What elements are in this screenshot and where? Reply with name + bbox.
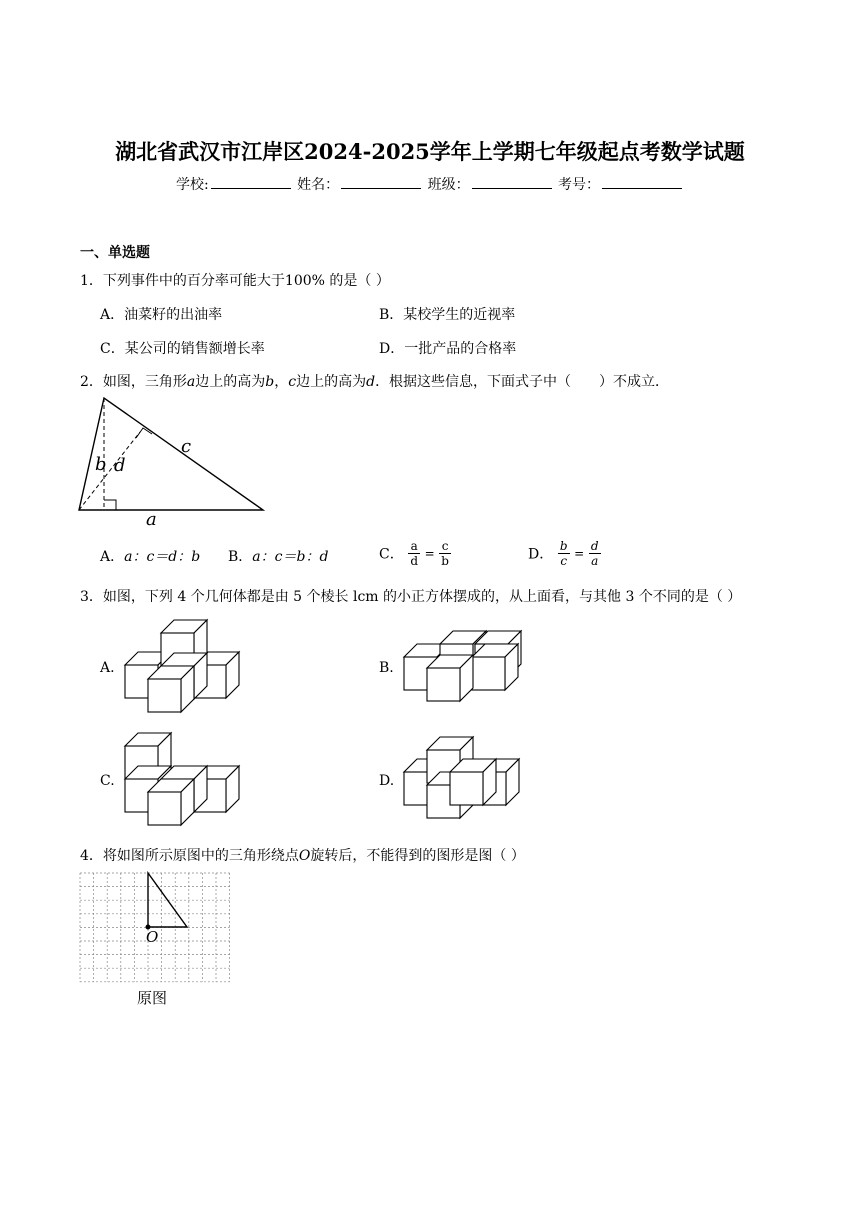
q3-option-b[interactable]: B. (379, 660, 394, 676)
q3-option-c[interactable]: C. (100, 773, 115, 789)
q2-label-d: d (114, 455, 126, 476)
q2-label-b: b (95, 454, 107, 475)
q2-option-d[interactable]: D． $\frac{b}{c}$ = $\frac{d}{a}$ (528, 539, 601, 568)
q4-label-o: O (146, 928, 159, 946)
q3-stem: 3．如图，下列 4 个几何体都是由 5 个棱长 lcm 的小正方体摆成的，从上面看，与其他 3 个不同的是（ ） (80, 589, 742, 605)
class-label: 班级： (427, 177, 470, 193)
q2-option-a[interactable]: A．a：c＝d：b (100, 549, 201, 565)
q4-caption: 原图 (137, 989, 168, 1007)
page-title: 湖北省武汉市江岸区2024-2025学年上学期七年级起点考数学试题 (115, 139, 745, 164)
q2-option-b[interactable]: B．a：c＝b：d (228, 549, 329, 565)
q3-option-d[interactable]: D. (379, 773, 395, 789)
q1-option-a[interactable]: A．油菜籽的出油率 (100, 307, 223, 323)
number-label: 考号： (558, 177, 601, 193)
q2-label-c: c (181, 436, 192, 457)
q2-d-left-fraction: $\frac{b}{c}$ (558, 539, 570, 568)
q2-c-left-fraction: $\frac{a}{d}$ (408, 539, 420, 568)
q4-stem: 4．将如图所示原图中的三角形绕点O旋转后，不能得到的图形是图（ ） (80, 848, 525, 864)
q2-d-right-fraction: $\frac{d}{a}$ (589, 539, 601, 568)
q2-option-c[interactable]: C． $\frac{a}{d}$ = $\frac{c}{b}$ (379, 539, 451, 568)
section-heading: 一、单选题 (80, 245, 150, 261)
q1-option-c[interactable]: C．某公司的销售额增长率 (100, 341, 265, 357)
name-label: 姓名： (297, 177, 340, 193)
q2-label-a: a (146, 509, 157, 530)
q1-stem: 1．下列事件中的百分率可能大于100% 的是（ ） (80, 273, 390, 289)
q2-stem: 2．如图，三角形a边上的高为b，c边上的高为d．根据这些信息，下面式子中（ ）不成立． (80, 374, 670, 390)
q3-option-a[interactable]: A. (100, 660, 115, 676)
school-label: 学校: (175, 177, 209, 193)
q2-c-right-fraction: $\frac{c}{b}$ (439, 539, 451, 568)
q1-option-d[interactable]: D．一批产品的合格率 (379, 341, 517, 357)
q1-option-b[interactable]: B．某校学生的近视率 (379, 307, 516, 323)
